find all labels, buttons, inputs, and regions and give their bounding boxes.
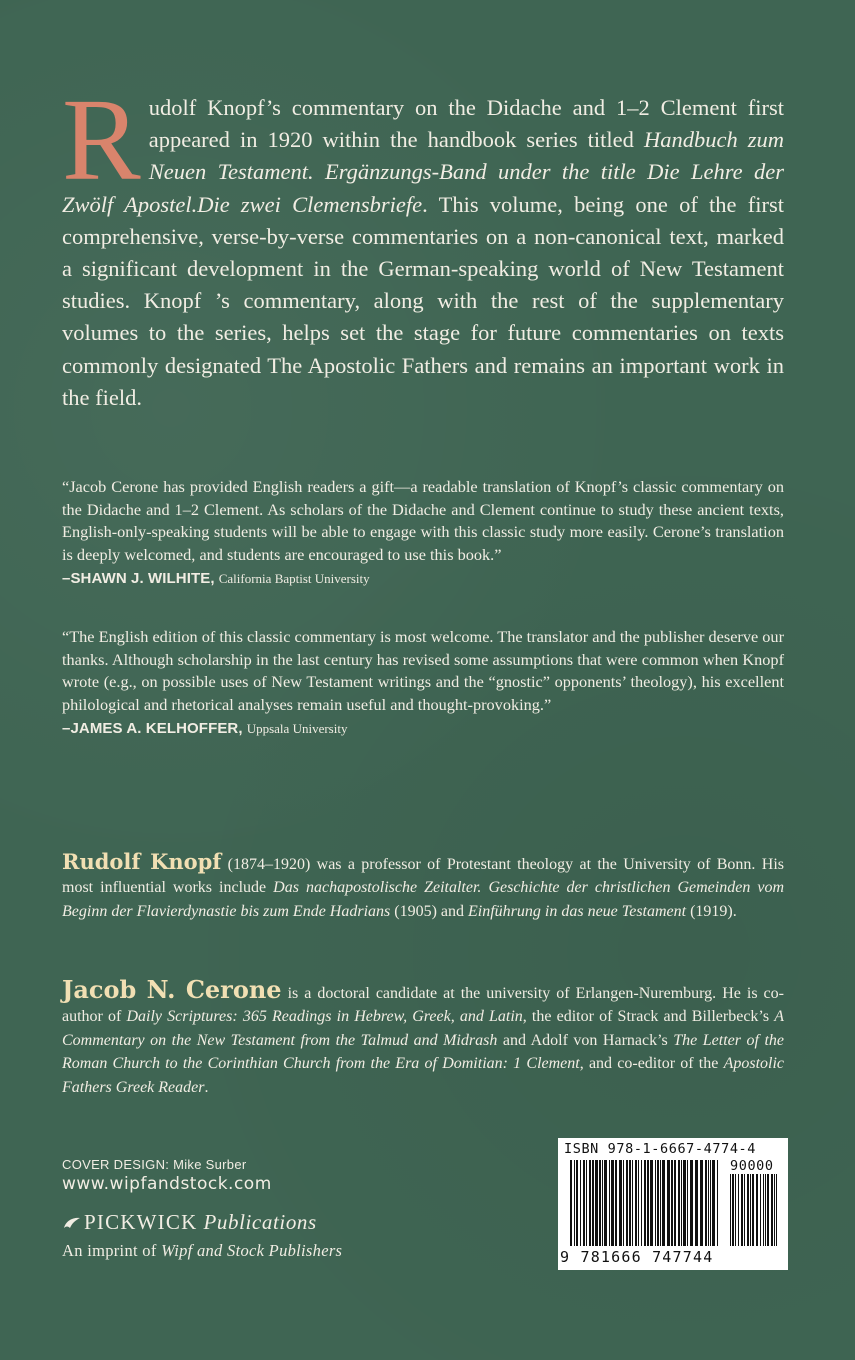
endorsement-text: “Jacob Cerone has provided English readers a gift—a readable translation of Knopf’s classic commentary on the Didache and 1–2 Clement. As scholars of the Didache and Clement continue to study these ancient texts, English-only-speaking students will be able to engage with this classic study more easily. Cerone’s translation is deeply welcomed, and students are encouraged to use this book.” <box>62 477 784 564</box>
bio-text: (1919). <box>686 902 737 920</box>
bio-text: and Adolf von Harnack’s <box>497 1031 674 1049</box>
bio-text: , the editor of Strack and Billerbeck’s <box>522 1008 775 1026</box>
bio-text: (1905) and <box>390 902 469 920</box>
publisher-name: PICKWICK <box>84 1210 198 1234</box>
bio-text: is a doctoral candidate at the university of Erlangen-Nuremburg. He is co-author of <box>62 985 784 1026</box>
back-cover-blurb <box>62 74 785 414</box>
author-bio <box>62 850 784 923</box>
endorser-affiliation: California Baptist University <box>218 571 370 587</box>
endorsement-1 <box>62 476 784 591</box>
series-title: Handbuch zum Neuen Testament. Ergänzungs-Band under the title Die Lehre der Zwölf Apostel.Die zwei Clemensbriefe <box>62 127 785 217</box>
blurb-text-1: udolf Knopf’s commentary on the Didache and 1–2 Clement first appeared in 1920 within the handbook series titled <box>148 95 784 153</box>
bio-text: (1874–1920) was a professor of Protestant theology at the University of Bonn. His most influential works include <box>62 856 784 897</box>
endorsement-2 <box>62 626 784 741</box>
work-title: Daily Scriptures: 365 Readings in Hebrew, Greek, and Latin <box>126 1008 523 1026</box>
work-title: A Commentary on the New Testament from the Talmud and Midrash <box>62 1008 785 1049</box>
pickwick-leaf-icon <box>62 1214 82 1232</box>
work-title: The Letter of the Roman Church to the Corinthian Church from the Era of Domitian: 1 Clement <box>62 1031 785 1073</box>
translator-name: Jacob N. Cerone <box>62 975 282 1004</box>
imprint-name: Wipf and Stock Publishers <box>161 1241 343 1260</box>
barcode-bars <box>570 1160 780 1248</box>
endorsement-attribution <box>62 567 784 591</box>
endorser-affiliation: Uppsala University <box>246 721 348 737</box>
blurb-text-2: . This volume, being one of the first comprehensive, verse-by-verse commentaries on a non-canonical text, marked a significant development in the German-speaking world of New Testament studies. Knopf ’s commentary, along with the rest of the supplementary volumes to the series, helps set the stage for future commentaries on texts commonly designated The Apostolic Fathers and remains an important work in the field. <box>62 191 784 410</box>
drop-cap: R <box>62 74 141 205</box>
work-title: Das nachapostolische Zeitalter. Geschichte der christlichen Gemeinden vom Beginn der Flavierdynastie bis zum Ende Hadrians <box>62 879 785 920</box>
endorsement-attribution <box>62 717 784 741</box>
bio-text: , and co-editor of the <box>579 1055 724 1073</box>
cover-design-credit: COVER DESIGN: Mike Surber <box>62 1157 247 1172</box>
barcode-digits: 9 781666 747744 <box>560 1248 714 1266</box>
translator-bio <box>62 975 785 1099</box>
publisher-logo <box>62 1210 317 1235</box>
endorser-name: –JAMES A. KELHOFFER, <box>62 720 243 738</box>
publisher-website: www.wipfandstock.com <box>62 1174 272 1194</box>
publisher-sub: Publications <box>203 1210 317 1234</box>
isbn-barcode <box>558 1138 788 1270</box>
isbn-number: ISBN 978-1-6667-4774-4 <box>564 1141 757 1157</box>
endorser-name: –SHAWN J. WILHITE, <box>62 570 215 588</box>
work-title: Einführung in das neue Testament <box>468 902 687 920</box>
price-addon: 90000 <box>730 1158 774 1174</box>
work-title: Apostolic Fathers Greek Reader <box>62 1055 784 1096</box>
bio-text: . <box>204 1078 209 1096</box>
author-name: Rudolf Knopf <box>62 849 222 874</box>
endorsement-text: “The English edition of this classic commentary is most welcome. The translator and the publisher deserve our thanks. Although scholarship in the last century has revised some assumptions that were common when Knopf wrote (e.g., on possible uses of New Testament writings and the “gnostic” opponents’ theology), his excellent philological and rhetorical analyses remain useful and thought-provoking.” <box>62 627 784 714</box>
imprint-line <box>62 1241 342 1261</box>
imprint-prefix: An imprint of <box>62 1241 162 1260</box>
